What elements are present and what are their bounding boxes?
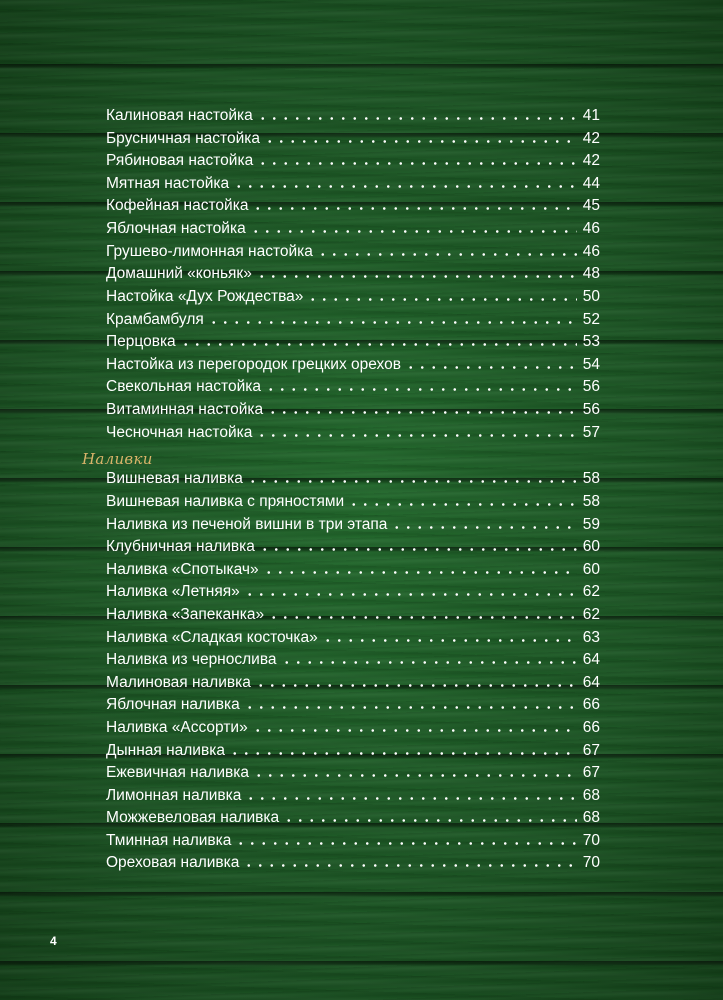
dot-leader [247, 480, 577, 483]
dot-leader [265, 388, 577, 391]
dot-leader [259, 548, 577, 551]
toc-entry-page: 56 [582, 401, 600, 418]
toc-entry-page: 64 [582, 674, 600, 691]
toc-entry [106, 604, 600, 626]
toc-entry [106, 354, 600, 376]
toc-entry-page: 50 [582, 288, 600, 305]
toc-entry-page: 68 [582, 787, 600, 804]
page-number: 4 [50, 934, 57, 948]
section-heading: Наливки [82, 450, 153, 468]
toc-entry-title: Крамбамбуля [106, 311, 204, 328]
toc-entry-page: 58 [582, 470, 600, 487]
dot-leader [405, 366, 577, 369]
dot-leader [235, 842, 576, 845]
toc-entry-title: Настойка из перегородок грецких орехов [106, 356, 401, 373]
toc-entry [106, 468, 600, 490]
toc-entry-page: 67 [582, 742, 600, 759]
toc-entry-page: 67 [582, 764, 600, 781]
toc-entry-title: Настойка «Дух Рождества» [106, 288, 304, 305]
toc-entry-page: 48 [582, 265, 600, 282]
dot-leader [257, 117, 577, 120]
dot-leader [250, 230, 577, 233]
toc-entry [106, 286, 600, 308]
toc-entry [106, 491, 600, 513]
toc-entry [106, 672, 600, 694]
toc-entry-page: 66 [582, 696, 600, 713]
toc-entry-page: 70 [582, 854, 600, 871]
toc-entry [106, 422, 600, 444]
toc-entry [106, 694, 600, 716]
toc-entry-title: Малиновая наливка [106, 674, 251, 691]
toc-entry-page: 68 [582, 809, 600, 826]
toc-entry [106, 263, 600, 285]
toc-entry-title: Витаминная настойка [106, 401, 264, 418]
toc-entry [106, 218, 600, 240]
toc-entry-page: 62 [582, 606, 600, 623]
dot-leader [267, 411, 577, 414]
dot-leader [244, 706, 577, 709]
toc-entry-title: Наливка из печеной вишни в три этапа [106, 516, 388, 533]
toc-entry [106, 309, 600, 331]
toc-entry-page: 44 [582, 175, 600, 192]
toc-entry [106, 581, 600, 603]
dot-leader [208, 321, 577, 324]
dot-leader [256, 434, 576, 437]
toc-entry [106, 627, 600, 649]
dot-leader [256, 275, 577, 278]
toc-entry-page: 58 [582, 493, 600, 510]
toc-entry [106, 241, 600, 263]
toc-entry-title: Наливка «Ассорти» [106, 719, 248, 736]
dot-leader [257, 162, 577, 165]
toc-entry [106, 649, 600, 671]
toc-entry-page: 46 [582, 243, 600, 260]
toc-entry-title: Брусничная настойка [106, 130, 260, 147]
dot-leader [229, 752, 577, 755]
dot-leader [233, 185, 577, 188]
toc-entry-page: 57 [582, 424, 600, 441]
toc-entry [106, 514, 600, 536]
dot-leader [244, 593, 577, 596]
toc-entry [106, 785, 600, 807]
toc-entry-page: 45 [582, 197, 600, 214]
toc-entry-page: 64 [582, 651, 600, 668]
dot-leader [255, 684, 577, 687]
toc-entry [106, 399, 600, 421]
toc-entry [106, 807, 600, 829]
toc-entry-title: Яблочная настойка [106, 220, 246, 237]
dot-leader [252, 729, 577, 732]
toc-entry-title: Тминная наливка [106, 832, 232, 849]
toc-entry-page: 53 [582, 333, 600, 350]
dot-leader [317, 253, 577, 256]
toc-entry-title: Наливка «Запеканка» [106, 606, 265, 623]
toc-entry-title: Наливка «Спотыкач» [106, 561, 259, 578]
toc-entry [106, 717, 600, 739]
toc-entry-title: Лимонная наливка [106, 787, 242, 804]
toc-entry-page: 66 [582, 719, 600, 736]
toc-entry-title: Ежевичная наливка [106, 764, 250, 781]
toc-entry-page: 41 [582, 107, 600, 124]
toc-entry-page: 54 [582, 356, 600, 373]
toc-entry-title: Чесночная настойка [106, 424, 253, 441]
dot-leader [243, 864, 576, 867]
toc-entry [106, 128, 600, 150]
toc-entry [106, 195, 600, 217]
dot-leader [391, 526, 576, 529]
toc-entry-page: 60 [582, 561, 600, 578]
toc-entry-title: Вишневая наливка [106, 470, 243, 487]
toc-entry-title: Грушево-лимонная настойка [106, 243, 313, 260]
toc-entry-title: Перцовка [106, 333, 176, 350]
toc-entry-title: Свекольная настойка [106, 378, 261, 395]
dot-leader [348, 503, 577, 506]
toc-entry [106, 559, 600, 581]
toc-entry [106, 536, 600, 558]
toc-entry-title: Наливка «Сладкая косточка» [106, 629, 318, 646]
toc-entry-page: 59 [582, 516, 600, 533]
dot-leader [322, 639, 577, 642]
toc-entry-page: 56 [582, 378, 600, 395]
toc-entry-page: 70 [582, 832, 600, 849]
dot-leader [281, 661, 577, 664]
toc-entry-title: Клубничная наливка [106, 538, 255, 555]
toc-entry [106, 762, 600, 784]
toc-entry-title: Рябиновая настойка [106, 152, 254, 169]
dot-leader [245, 797, 576, 800]
toc-entry-title: Мятная настойка [106, 175, 230, 192]
toc-entry-title: Вишневая наливка с пряностями [106, 493, 345, 510]
dot-leader [283, 819, 577, 822]
toc-entry-page: 42 [582, 152, 600, 169]
toc-entry-page: 42 [582, 130, 600, 147]
toc-entry [106, 830, 600, 852]
toc-entry-page: 46 [582, 220, 600, 237]
toc-entry-title: Яблочная наливка [106, 696, 240, 713]
dot-leader [307, 298, 576, 301]
toc-entry-title: Домашний «коньяк» [106, 265, 252, 282]
toc-entry-title: Кофейная настойка [106, 197, 249, 214]
dot-leader [264, 140, 577, 143]
toc-entry-title: Наливка из чернослива [106, 651, 277, 668]
dot-leader [263, 571, 577, 574]
toc-entry-page: 62 [582, 583, 600, 600]
toc-entry-page: 60 [582, 538, 600, 555]
toc-entry-title: Ореховая наливка [106, 854, 240, 871]
toc-entry-title: Можжевеловая наливка [106, 809, 280, 826]
toc-entry [106, 331, 600, 353]
toc-entry [106, 105, 600, 127]
toc-entry-title: Калиновая настойка [106, 107, 253, 124]
toc-entry-page: 63 [582, 629, 600, 646]
toc-entry [106, 150, 600, 172]
toc-entry-page: 52 [582, 311, 600, 328]
toc-entry-title: Дынная наливка [106, 742, 225, 759]
toc-entry [106, 173, 600, 195]
toc-entry [106, 376, 600, 398]
dot-leader [180, 343, 577, 346]
dot-leader [253, 774, 577, 777]
toc-entry [106, 740, 600, 762]
dot-leader [252, 207, 576, 210]
toc-entry [106, 852, 600, 874]
dot-leader [268, 616, 577, 619]
toc-entry-title: Наливка «Летняя» [106, 583, 240, 600]
